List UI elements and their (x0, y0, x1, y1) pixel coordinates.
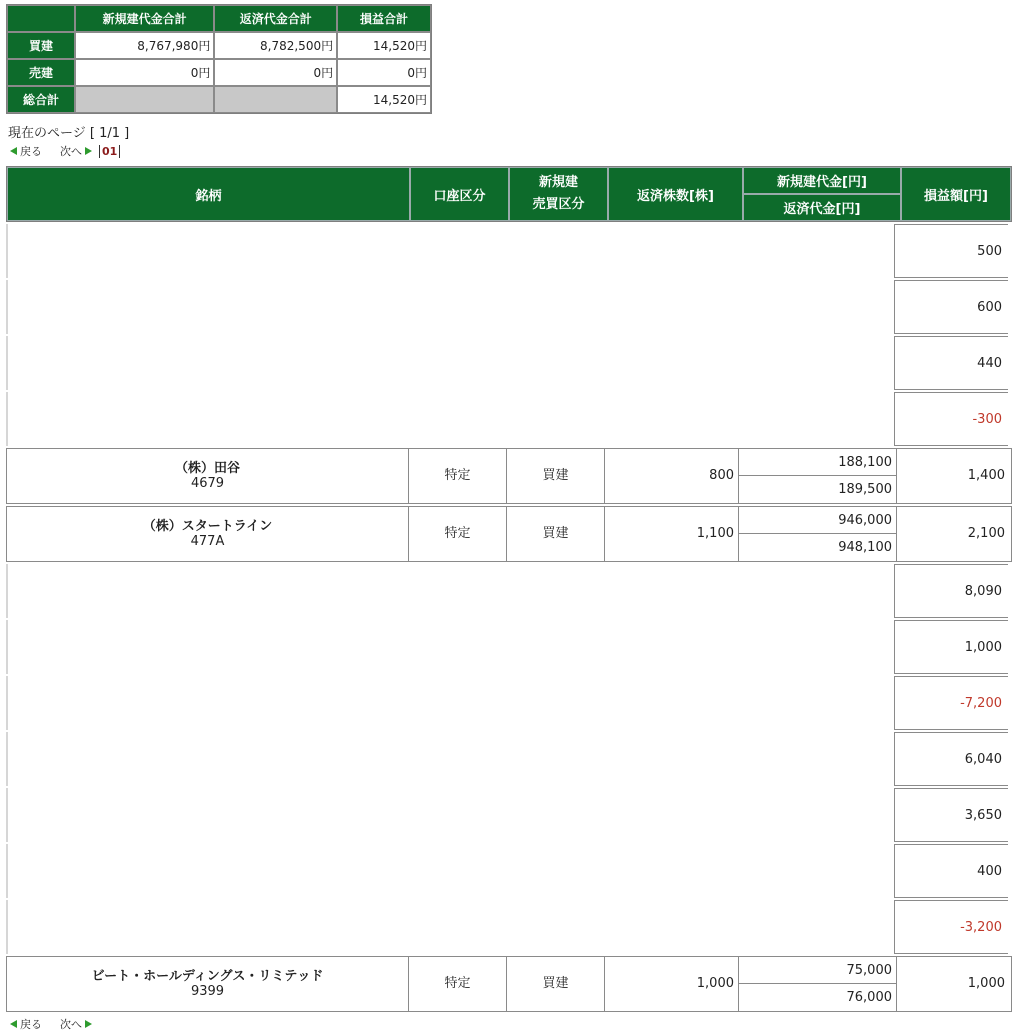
header-new-amount: 新規建代金[円] (743, 167, 901, 194)
next-link[interactable]: 次へ (60, 145, 82, 158)
summary-table (6, 4, 432, 114)
table-row-redacted (6, 336, 1012, 390)
back-arrow-icon (10, 147, 17, 155)
header-close-amount: 返済代金[円] (743, 194, 901, 221)
close-quantity: 1,100 (605, 507, 739, 561)
summary-row-total (7, 86, 431, 113)
summary-new-total: 8,767,980円 (75, 32, 214, 59)
close-amount: 189,500 (838, 482, 892, 497)
close-quantity: 1,000 (605, 957, 739, 1011)
pl-value: 2,100 (967, 526, 1005, 541)
summary-header-row (7, 5, 431, 32)
amount-cell (739, 507, 897, 561)
pl-value: -3,200 (894, 900, 1008, 954)
page-number-link[interactable]: 01 (99, 145, 120, 158)
next-arrow-icon (85, 147, 92, 155)
account-type: 特定 (409, 449, 507, 503)
table-row-redacted (6, 788, 1012, 842)
back-link[interactable]: 戻る (20, 1018, 42, 1031)
summary-header-close-total: 返済代金合計 (214, 5, 337, 32)
new-amount: 75,000 (739, 957, 896, 984)
summary-close-total: 0円 (214, 59, 337, 86)
header-pl: 損益額[円] (901, 167, 1011, 221)
summary-close-total: 8,782,500円 (214, 32, 337, 59)
table-row (6, 506, 1012, 562)
stock-cell (7, 449, 409, 503)
pl-value: 6,040 (894, 732, 1008, 786)
summary-header-new-total: 新規建代金合計 (75, 5, 214, 32)
new-amount: 946,000 (739, 507, 896, 534)
table-row-redacted (6, 676, 1012, 730)
amount-cell (739, 957, 897, 1011)
table-row-redacted (6, 844, 1012, 898)
summary-pl-total: 14,520円 (337, 86, 431, 113)
header-name: 銘柄 (7, 167, 410, 221)
positions-body (6, 224, 1012, 1012)
table-row-redacted (6, 280, 1012, 334)
positions-header (6, 166, 1012, 222)
stock-cell (7, 957, 409, 1011)
pl-value: 1,000 (894, 620, 1008, 674)
back-link[interactable]: 戻る (20, 145, 42, 158)
table-row-redacted (6, 392, 1012, 446)
header-side-line1: 新規建 (538, 175, 578, 190)
stock-code: 4679 (190, 476, 225, 491)
pl-value: 600 (894, 280, 1008, 334)
summary-corner (7, 5, 75, 32)
pl-value: 8,090 (894, 564, 1008, 618)
pl-value: -300 (894, 392, 1008, 446)
trade-side: 買建 (507, 449, 605, 503)
pl-value: -7,200 (894, 676, 1008, 730)
stock-code: 9399 (190, 984, 225, 999)
account-type: 特定 (409, 957, 507, 1011)
header-account: 口座区分 (410, 167, 509, 221)
close-amount: 76,000 (846, 990, 892, 1005)
trade-side: 買建 (507, 507, 605, 561)
stock-name[interactable]: （株）スタートライン (142, 519, 273, 534)
back-arrow-icon (10, 1020, 17, 1028)
next-link[interactable]: 次へ (60, 1018, 82, 1031)
table-row (6, 956, 1012, 1012)
table-row-redacted (6, 732, 1012, 786)
summary-row-sell (7, 59, 431, 86)
pl-value: 1,000 (967, 976, 1005, 991)
header-row-1 (7, 167, 1011, 194)
summary-pl-total: 0円 (337, 59, 431, 86)
next-arrow-icon (85, 1020, 92, 1028)
stock-name[interactable]: ビート・ホールディングス・リミテッド (91, 969, 324, 984)
header-qty: 返済株数[株] (608, 167, 743, 221)
pl-value: 440 (894, 336, 1008, 390)
close-quantity: 800 (605, 449, 739, 503)
summary-new-total: 0円 (75, 59, 214, 86)
new-amount: 188,100 (739, 449, 896, 476)
stock-cell (7, 507, 409, 561)
table-row-redacted (6, 620, 1012, 674)
table-row-redacted (6, 564, 1012, 618)
account-type: 特定 (409, 507, 507, 561)
table-row (6, 448, 1012, 504)
pl-value: 1,400 (967, 468, 1005, 483)
stock-code: 477A (190, 534, 225, 549)
pl-value: 400 (894, 844, 1008, 898)
summary-close-total-empty (214, 86, 337, 113)
positions-table (6, 166, 1012, 1012)
trade-side: 買建 (507, 957, 605, 1011)
page-status: 現在のページ [ 1/1 ] (8, 126, 130, 141)
table-row-redacted (6, 900, 1012, 954)
summary-new-total-empty (75, 86, 214, 113)
summary-row-label: 買建 (7, 32, 75, 59)
pager-top (10, 143, 120, 159)
header-side-line2: 売買区分 (532, 197, 585, 212)
summary-header-pl-total: 損益合計 (337, 5, 431, 32)
pl-value: 3,650 (894, 788, 1008, 842)
close-amount: 948,100 (838, 540, 892, 555)
summary-row-label: 総合計 (7, 86, 75, 113)
amount-cell (739, 449, 897, 503)
header-side (509, 167, 608, 221)
stock-name[interactable]: （株）田谷 (174, 461, 240, 476)
pl-value: 500 (894, 224, 1008, 278)
summary-row-buy (7, 32, 431, 59)
summary-pl-total: 14,520円 (337, 32, 431, 59)
table-row-redacted (6, 224, 1012, 278)
pager-bottom (10, 1016, 92, 1032)
summary-row-label: 売建 (7, 59, 75, 86)
